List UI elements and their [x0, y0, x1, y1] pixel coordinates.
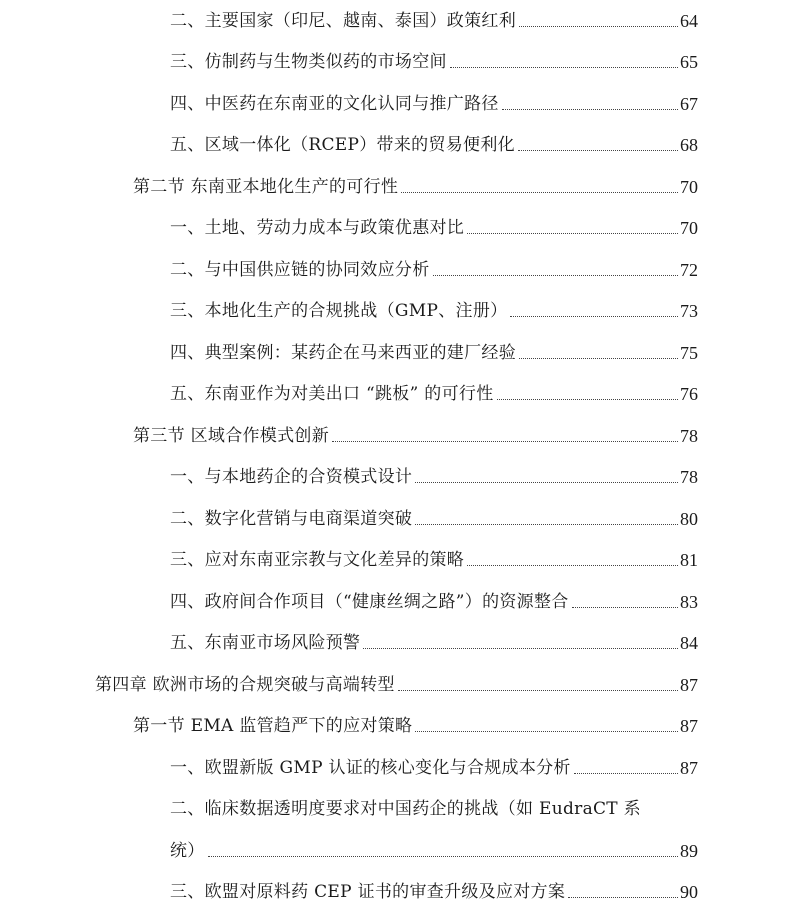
toc-page-number: 72 — [680, 260, 698, 280]
toc-entry-title: 第三节 区域合作模式创新 — [133, 426, 330, 446]
toc-entry-wrapped-continuation[interactable] — [170, 832, 698, 862]
toc-page-number: 70 — [680, 218, 698, 238]
toc-entry[interactable] — [170, 749, 698, 779]
dot-leader — [208, 856, 678, 857]
toc-entry-title: 三、应对东南亚宗教与文化差异的策略 — [170, 550, 465, 570]
toc-entry[interactable] — [170, 500, 698, 530]
toc-entry-title: 四、典型案例：某药企在马来西亚的建厂经验 — [170, 343, 516, 363]
dot-leader — [332, 441, 678, 442]
dot-leader — [519, 26, 678, 27]
toc-entry-title: 五、东南亚作为对美出口 “跳板” 的可行性 — [170, 384, 494, 404]
toc-entry-wrapped[interactable] — [170, 790, 698, 820]
toc-entry[interactable] — [170, 334, 698, 364]
toc-entry[interactable] — [170, 873, 698, 903]
toc-entry-title: 三、欧盟对原料药 CEP 证书的审查升级及应对方案 — [170, 882, 566, 902]
dot-leader — [415, 482, 678, 483]
toc-entry-section[interactable] — [133, 168, 698, 198]
toc-entry-chapter[interactable] — [95, 666, 698, 696]
toc-page-number: 70 — [680, 177, 698, 197]
toc-page-number: 65 — [680, 52, 698, 72]
dot-leader — [398, 690, 678, 691]
toc-entry-title: 四、政府间合作项目（“健康丝绸之路”）的资源整合 — [170, 592, 569, 612]
dot-leader — [415, 524, 678, 525]
toc-entry[interactable] — [170, 458, 698, 488]
toc-page-number: 90 — [680, 882, 698, 902]
toc-entry-section[interactable] — [133, 417, 698, 447]
dot-leader — [401, 192, 678, 193]
toc-entry[interactable] — [170, 43, 698, 73]
toc-entry[interactable] — [170, 541, 698, 571]
toc-entry-title: 四、中医药在东南亚的文化认同与推广路径 — [170, 94, 499, 114]
toc-entry-title: 三、仿制药与生物类似药的市场空间 — [170, 52, 447, 72]
toc-entry[interactable] — [170, 375, 698, 405]
dot-leader — [510, 316, 678, 317]
dot-leader — [518, 150, 678, 151]
dot-leader — [574, 773, 678, 774]
toc-entry-title: 二、数字化营销与电商渠道突破 — [170, 509, 413, 529]
toc-entry[interactable] — [170, 292, 698, 322]
toc-entry-title: 二、与中国供应链的协同效应分析 — [170, 260, 430, 280]
toc-page-number: 68 — [680, 135, 698, 155]
toc-page-number: 81 — [680, 550, 698, 570]
toc-entry-title: 一、土地、劳动力成本与政策优惠对比 — [170, 218, 465, 238]
dot-leader — [497, 399, 679, 400]
toc-page-number: 89 — [680, 841, 698, 861]
toc-entry-title: 五、区域一体化（RCEP）带来的贸易便利化 — [170, 135, 515, 155]
toc-entry[interactable] — [170, 583, 698, 613]
dot-leader — [415, 731, 678, 732]
toc-entry-title: 五、东南亚市场风险预警 — [170, 633, 361, 653]
toc-entry-title: 二、主要国家（印尼、越南、泰国）政策红利 — [170, 11, 516, 31]
toc-page-number: 87 — [680, 675, 698, 695]
toc-page-number: 78 — [680, 426, 698, 446]
toc-entry[interactable] — [170, 2, 698, 32]
dot-leader — [363, 648, 678, 649]
toc-entry[interactable] — [170, 126, 698, 156]
toc-entry[interactable] — [170, 209, 698, 239]
toc-entry-section[interactable] — [133, 707, 698, 737]
toc-page-number: 78 — [680, 467, 698, 487]
toc-page-number: 84 — [680, 633, 698, 653]
toc-entry-title: 第四章 欧洲市场的合规突破与高端转型 — [95, 675, 395, 695]
toc-page-number: 75 — [680, 343, 698, 363]
dot-leader — [467, 565, 678, 566]
toc-page-number: 80 — [680, 509, 698, 529]
toc-page-number: 87 — [680, 716, 698, 736]
toc-entry-title: 二、临床数据透明度要求对中国药企的挑战（如 EudraCT 系 — [170, 799, 641, 819]
toc-page-number: 64 — [680, 11, 698, 31]
dot-leader — [572, 607, 678, 608]
toc-entry[interactable] — [170, 85, 698, 115]
dot-leader — [568, 897, 678, 898]
toc-entry-title-continued: 统） — [170, 841, 205, 861]
dot-leader — [433, 275, 679, 276]
dot-leader — [502, 109, 678, 110]
toc-entry-title: 第一节 EMA 监管趋严下的应对策略 — [133, 716, 413, 736]
dot-leader — [467, 233, 678, 234]
toc-entry-title: 一、与本地药企的合资模式设计 — [170, 467, 413, 487]
toc-page-number: 83 — [680, 592, 698, 612]
toc-entry-title: 一、欧盟新版 GMP 认证的核心变化与合规成本分析 — [170, 758, 571, 778]
dot-leader — [519, 358, 678, 359]
toc-entry-title: 第二节 东南亚本地化生产的可行性 — [133, 177, 399, 197]
toc-entry-title: 三、本地化生产的合规挑战（GMP、注册） — [170, 301, 508, 321]
toc-page-number: 76 — [680, 384, 698, 404]
toc-page-number: 87 — [680, 758, 698, 778]
toc-page-number: 67 — [680, 94, 698, 114]
dot-leader — [450, 67, 678, 68]
toc-entry[interactable] — [170, 251, 698, 281]
toc-page-number: 73 — [680, 301, 698, 321]
toc-entry[interactable] — [170, 624, 698, 654]
